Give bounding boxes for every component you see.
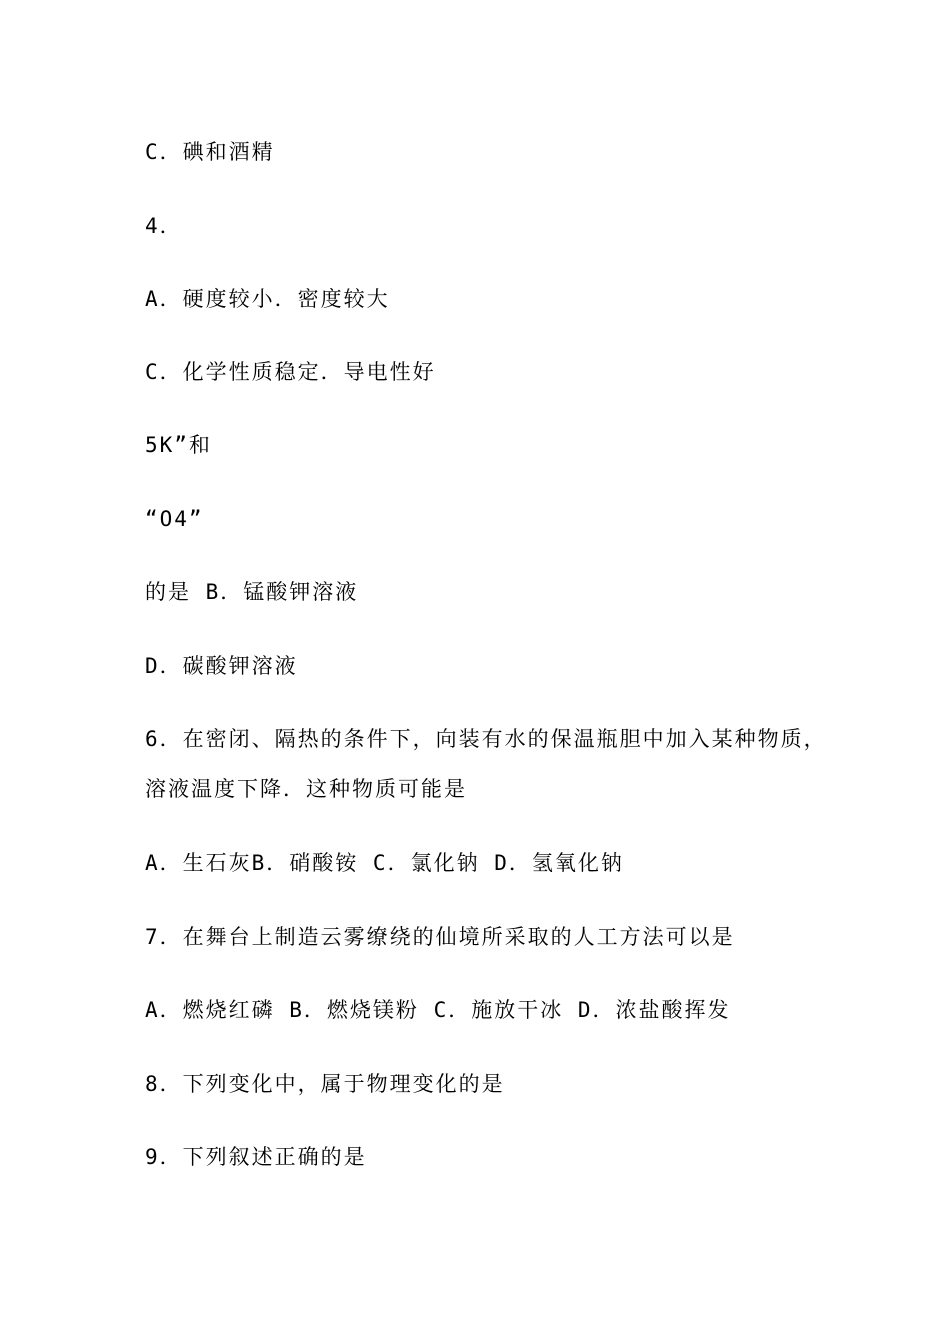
text-fragment-5k: 5K”和 <box>145 433 212 457</box>
question-9: 9．下列叙述正确的是 <box>145 1145 367 1169</box>
text-fragment-o4: “O4” <box>145 507 204 531</box>
option-line-d-carbonate: D．碳酸钾溶液 <box>145 654 298 678</box>
question-6-line-2: 溶液温度下降．这种物质可能是 <box>145 777 467 801</box>
question-8: 8．下列变化中，属于物理变化的是 <box>145 1072 505 1096</box>
option-line-a-hardness: A．硬度较小．密度较大 <box>145 287 390 311</box>
option-line-c-iodine: C．碘和酒精 <box>145 140 275 164</box>
question-7-options: A．燃烧红磷 B．燃烧镁粉 C．施放干冰 D．浓盐酸挥发 <box>145 998 731 1022</box>
question-7: 7．在舞台上制造云雾缭绕的仙境所采取的人工方法可以是 <box>145 925 735 949</box>
question-number-4: 4． <box>145 214 183 238</box>
option-line-c-chemical: C．化学性质稳定．导电性好 <box>145 360 436 384</box>
question-6-options: A．生石灰B．硝酸铵 C．氯化钠 D．氢氧化钠 <box>145 851 624 875</box>
option-line-b-permanganate: 的是 B．锰酸钾溶液 <box>145 580 359 604</box>
question-6-line-1: 6．在密闭、隔热的条件下，向装有水的保温瓶胆中加入某种物质， <box>145 727 827 751</box>
